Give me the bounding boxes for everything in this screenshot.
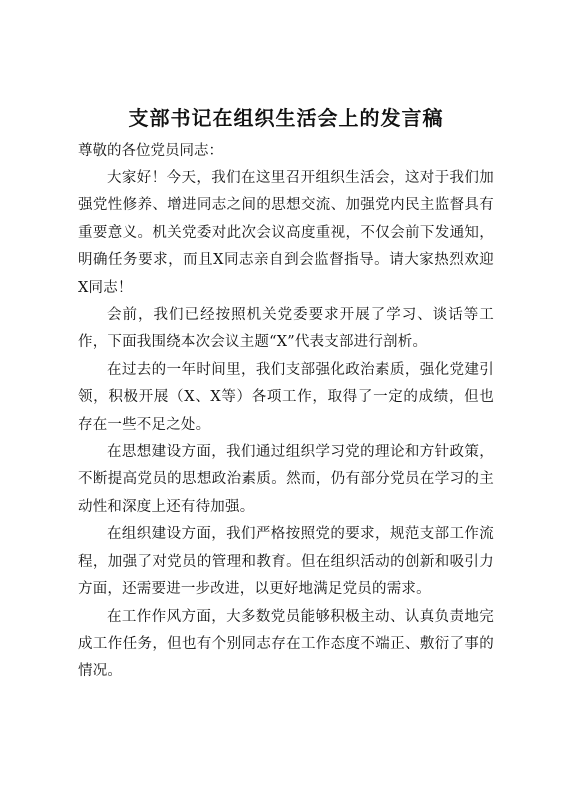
paragraph-ideological: 在思想建设方面，我们通过组织学习党的理论和方针政策，不断提高党员的思想政治素质。然而，仍有部分党员在学习的主动性和深度上还有待加强。 xyxy=(78,444,494,515)
paragraph-opening: 大家好！今天，我们在这里召开组织生活会，这对于我们加强党性修养、增进同志之间的思想交流、加强党内民主监督具有重要意义。机关党委对此次会议高度重视，不仅会前下发通知，明确任务要求，而且X同志亲自到会监督指导。请大家热烈欢迎X同志！ xyxy=(78,170,494,296)
paragraph-work-style: 在工作作风方面，大多数党员能够积极主动、认真负责地完成工作任务，但也有个别同志存在工作态度不端正、敷衍了事的情况。 xyxy=(78,608,494,680)
salutation: 尊敬的各位党员同志： xyxy=(78,143,223,159)
paragraph-preparation: 会前，我们已经按照机关党委要求开展了学习、谈话等工作，下面我围绕本次会议主题“X”代表支部进行剖析。 xyxy=(78,307,494,351)
paragraph-organizational: 在组织建设方面，我们严格按照党的要求，规范支部工作流程，加强了对党员的管理和教育。但在组织活动的创新和吸引力方面，还需要进一步改进，以更好地满足党员的需求。 xyxy=(78,526,494,598)
page-title: 支部书记在组织生活会上的发言稿 xyxy=(128,106,444,130)
paragraph-overview: 在过去的一年时间里，我们支部强化政治素质，强化党建引领，积极开展（X、X等）各项工作，取得了一定的成绩，但也存在一些不足之处。 xyxy=(78,361,494,433)
